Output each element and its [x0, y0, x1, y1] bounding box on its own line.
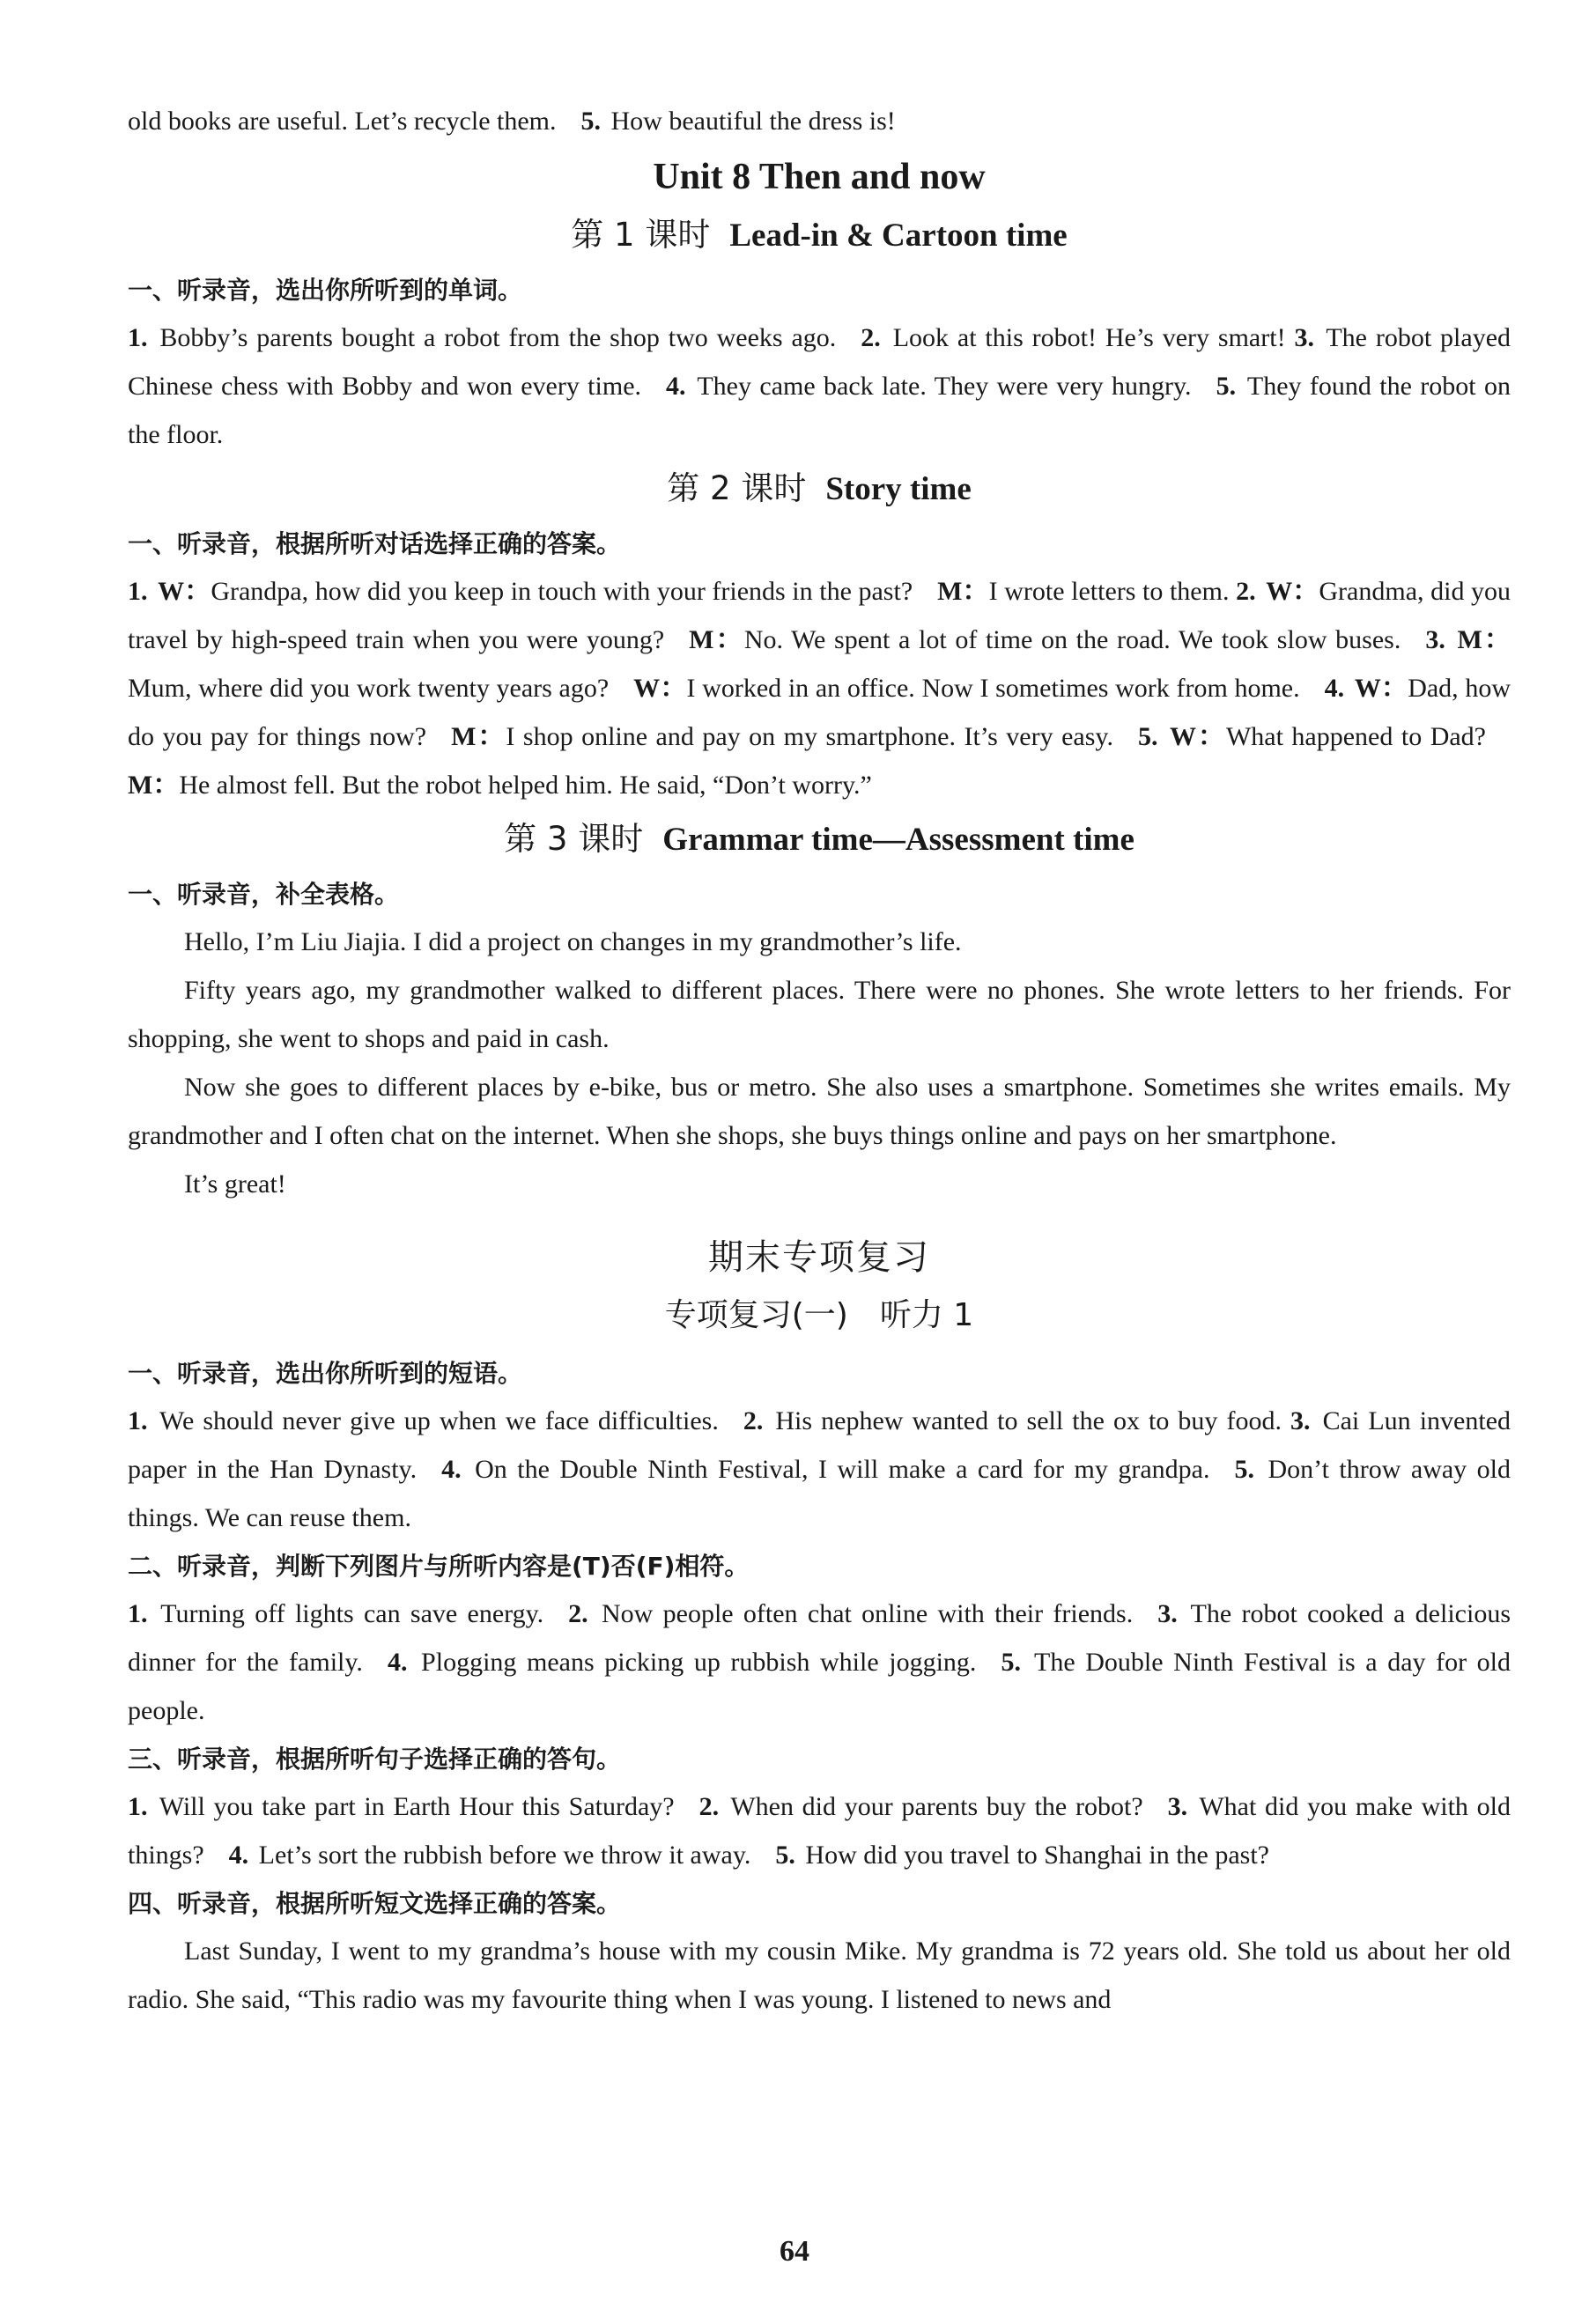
transcript-paragraph: 1. We should never give up when we face difficulties. 2. His nephew wanted to sell the ox to buy food. 3. Cai Lun invented paper in the Han Dynasty. 4. On the Double Ninth Festival, I will make a card for my grandpa. 5. Don’t throw away old things. We can reuse them. [128, 1406, 1511, 1532]
continuation-line: old books are useful. Let’s recycle them. 5. How beautiful the dress is! [128, 107, 896, 136]
review-title: 期末专项复习 [708, 1237, 930, 1278]
question-heading: 一、听录音，选出你所听到的短语。 [128, 1359, 523, 1388]
question-heading: 一、听录音，选出你所听到的单词。 [128, 276, 523, 305]
review-subtitle: 专项复习(一) 听力 1 [664, 1297, 974, 1333]
passage-paragraph: Last Sunday, I went to my grandma’s house with my cousin Mike. My grandma is 72 years old. She told us about her old radio. She said, “This radio was my favourite thing when I was young. I listened to news and [128, 1937, 1511, 2014]
passage-paragraph: Hello, I’m Liu Jiajia. I did a project on changes in my grandmother’s life. [184, 927, 962, 956]
unit-title: Unit 8 Then and now [653, 157, 986, 197]
question-heading: 四、听录音，根据所听短文选择正确的答案。 [128, 1889, 622, 1918]
lesson-1-heading: 第 1 课时 Lead-in & Cartoon time [571, 216, 1068, 254]
lesson-2-heading: 第 2 课时 Story time [667, 469, 972, 507]
lesson-3-heading: 第 3 课时 Grammar time—Assessment time [504, 820, 1134, 858]
passage-paragraph: Now she goes to different places by e-bike, bus or metro. She also uses a smartphone. Sometimes she writes emails. My grandmother and I often chat on the internet. When she shops, she buys things online and pays on her smartphone. [128, 1073, 1511, 1150]
passage-paragraph: It’s great! [184, 1169, 286, 1199]
transcript-paragraph: 1. Turning off lights can save energy. 2. Now people often chat online with their friends. 3. The robot cooked a delicious dinner for the family. 4. Plogging means picking up rubbish while jogging. 5. The Double Ninth Festival is a day for old people. [128, 1599, 1511, 1725]
passage-paragraph: Fifty years ago, my grandmother walked to different places. There were no phones. She wrote letters to her friends. For shopping, she went to shops and paid in cash. [128, 976, 1511, 1053]
question-heading: 二、听录音，判断下列图片与所听内容是(T)否(F)相符。 [128, 1552, 750, 1581]
question-heading: 一、听录音，补全表格。 [128, 880, 400, 909]
transcript-paragraph: 1. Will you take part in Earth Hour this Saturday? 2. When did your parents buy the robot? 3. What did you make with old things? 4. Let’s sort the rubbish before we throw it away. 5. How did you travel to Shanghai in the past? [128, 1792, 1511, 1870]
question-heading: 一、听录音，根据所听对话选择正确的答案。 [128, 529, 622, 558]
page-content [128, 97, 1511, 2024]
page-number: 64 [780, 2235, 809, 2268]
dialogue-paragraph: 1. W：Grandpa, how did you keep in touch with your friends in the past? M：I wrote letters to them. 2. W：Grandma, did you travel by high-speed train when you were young? M：No. We spent a lot of time on the road. We took slow buses. 3. M：Mum, where did you work twenty years ago? W：I worked in an office. Now I sometimes work from home. 4. W：Dad, how do you pay for things now? M：I shop online and pay on my smartphone. It’s very easy. 5. W：What happened to Dad?M：He almost fell. But the robot helped him. He said, “Don’t worry.” [128, 577, 1511, 800]
transcript-paragraph: 1. Bobby’s parents bought a robot from the shop two weeks ago. 2. Look at this robot! He’s very smart! 3. The robot played Chinese chess with Bobby and won every time. 4. They came back late. They were very hungry. 5. They found the robot on the floor. [128, 323, 1511, 449]
question-heading: 三、听录音，根据所听句子选择正确的答句。 [128, 1745, 622, 1774]
